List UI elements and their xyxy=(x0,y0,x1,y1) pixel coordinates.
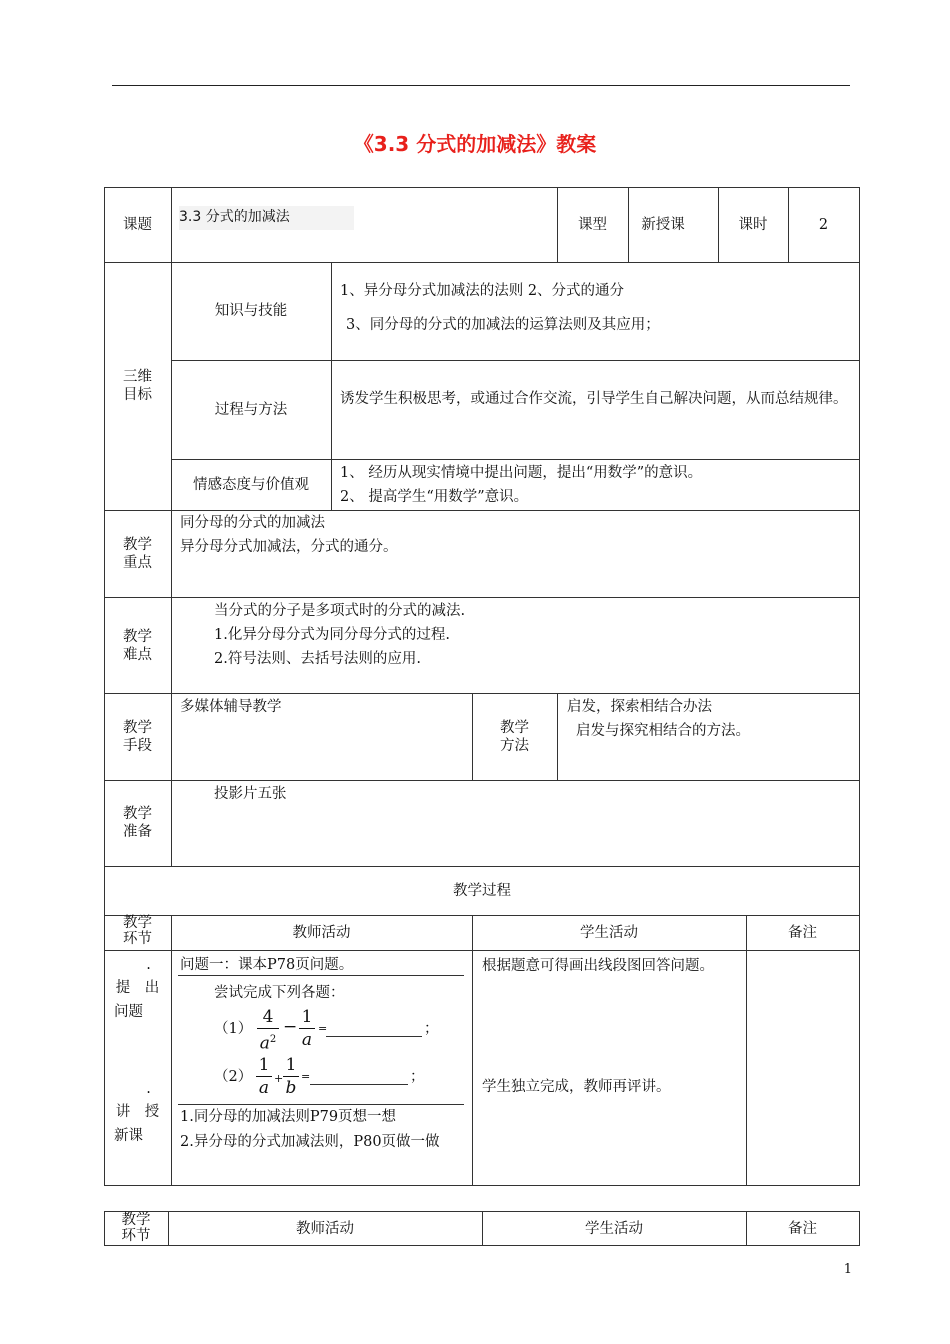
label-process-method: 过程与方法 xyxy=(214,401,288,418)
ex1-a-numerator: 4 xyxy=(262,1007,274,1027)
label-means xyxy=(104,719,171,755)
col-stage-line1: 教学 xyxy=(123,915,152,931)
ex1-b-numerator: 1 xyxy=(301,1007,313,1027)
prep-label-line1: 教学 xyxy=(123,806,152,822)
process-text: 诱发学生积极思考，或通过合作交流，引导学生自己解决问题，从而总结规律。 xyxy=(340,391,848,407)
col2-teacher: 教师活动 xyxy=(296,1220,354,1237)
ex1-operator: − xyxy=(283,1017,298,1037)
col-note: 备注 xyxy=(788,924,817,941)
method-line1: 启发，探索相结合办法 xyxy=(567,699,712,715)
page-number: 1 xyxy=(843,1262,852,1277)
label-method xyxy=(472,719,557,755)
difficulty-line3: 2.符号法则、去括号法则的应用. xyxy=(214,651,421,667)
ex1-fraction-b xyxy=(299,1007,315,1050)
ex1-equals: = xyxy=(318,1022,328,1035)
focus-label-line1: 教学 xyxy=(123,537,152,553)
ex1-answer-blank[interactable] xyxy=(326,1022,422,1037)
document-title: 《3.3 分式的加减法》教案 xyxy=(353,132,597,156)
focus-line2: 异分母分式加减法，分式的通分。 xyxy=(180,539,398,555)
ex1-number: （1） xyxy=(214,1021,253,1037)
student-activity-1: 根据题意可得画出线段图回答问题。 xyxy=(482,958,714,974)
focus-label-line2: 重点 xyxy=(123,555,152,571)
means-label-line2: 手段 xyxy=(123,738,152,754)
ex2-b-denominator: b xyxy=(285,1078,297,1098)
teacher-question1: 问题一：课本P78页问题。 xyxy=(180,957,354,973)
label-difficulty xyxy=(104,628,171,664)
goals-label-line2: 目标 xyxy=(123,387,152,403)
ex2-a-numerator: 1 xyxy=(258,1055,270,1075)
ex1-fraction-a xyxy=(257,1007,279,1054)
col2-note: 备注 xyxy=(788,1220,817,1237)
col2-stage xyxy=(104,1212,168,1244)
col-student: 学生活动 xyxy=(580,924,638,941)
student-activity-2: 学生独立完成，教师再评讲。 xyxy=(482,1079,671,1095)
ex2-answer-blank[interactable] xyxy=(310,1070,408,1085)
label-knowledge-skills: 知识与技能 xyxy=(214,303,288,319)
ex1-b-denominator: a xyxy=(301,1030,313,1050)
label-focus xyxy=(104,536,171,572)
label-lesson-type: 课型 xyxy=(578,217,607,233)
ex2-equals: = xyxy=(301,1070,311,1083)
teacher-rule2: 2.异分母的分式加减法则，P80页做一做 xyxy=(180,1134,440,1150)
method-label-line1: 教学 xyxy=(500,720,529,736)
ex2-fraction-a xyxy=(256,1055,272,1098)
focus-line1: 同分母的分式的加减法 xyxy=(180,515,325,531)
stage-propose-line2: 问题 xyxy=(114,1004,143,1020)
knowledge-line1: 1、异分母分式加减法的法则 2、分式的通分 xyxy=(340,283,625,299)
ex2-fraction-b xyxy=(283,1055,299,1098)
means-label-line1: 教学 xyxy=(123,720,152,736)
ex2-end: ； xyxy=(410,1069,425,1085)
ex1-end: ； xyxy=(424,1021,439,1037)
method-label-line2: 方法 xyxy=(500,738,529,754)
stage-propose-line1: 提 出 xyxy=(115,980,160,996)
difficulty-line1: 当分式的分子是多项式时的分式的减法. xyxy=(214,603,466,619)
label-goals xyxy=(104,368,171,404)
process-header: 教学过程 xyxy=(453,882,511,899)
ex2-operator: + xyxy=(274,1072,284,1085)
stage-teach xyxy=(104,1078,171,1148)
difficulty-label-line2: 难点 xyxy=(123,647,152,663)
header-rule xyxy=(112,85,850,86)
hours-value: 2 xyxy=(818,217,829,233)
ex2-number: （2） xyxy=(214,1069,253,1085)
ex2-a-denominator: a xyxy=(258,1078,270,1098)
stage-teach-dot: . xyxy=(146,1081,151,1097)
goals-label-line1: 三维 xyxy=(123,369,152,385)
prep-label-line2: 准备 xyxy=(123,824,152,840)
col-teacher: 教师活动 xyxy=(292,924,351,941)
difficulty-label-line1: 教学 xyxy=(123,629,152,645)
col-stage xyxy=(104,915,171,947)
topic-value: 3.3 分式的加减法 xyxy=(179,206,354,230)
label-prep xyxy=(104,805,171,841)
prep-value: 投影片五张 xyxy=(214,786,287,802)
method-line2: 启发与探究相结合的方法。 xyxy=(576,723,750,739)
knowledge-line2: 3、同分母的分式的加减法的运算法则及其应用； xyxy=(346,317,660,333)
col2-student: 学生活动 xyxy=(585,1220,643,1237)
teacher-rule1: 1.同分母的加减法则P79页想一想 xyxy=(180,1109,397,1125)
teacher-try: 尝试完成下列各题： xyxy=(214,985,345,1001)
difficulty-line2: 1.化异分母分式为同分母分式的过程. xyxy=(214,627,450,643)
stage-propose xyxy=(104,954,171,1024)
col2-stage-line2: 环节 xyxy=(121,1228,151,1244)
emotion-line2: 2、 提高学生“用数学”意识。 xyxy=(340,489,529,505)
lesson-type-value: 新授课 xyxy=(641,217,685,233)
stage-teach-line1: 讲 授 xyxy=(115,1104,160,1120)
stage-teach-line2: 新课 xyxy=(114,1128,143,1144)
ex2-b-numerator: 1 xyxy=(285,1055,297,1075)
label-topic: 课题 xyxy=(123,217,152,233)
stage-propose-dot: . xyxy=(146,957,151,973)
col2-stage-line1: 教学 xyxy=(121,1212,151,1228)
label-hours: 课时 xyxy=(738,217,768,233)
means-value: 多媒体辅导教学 xyxy=(180,699,282,715)
emotion-line1: 1、 经历从现实情境中提出问题，提出“用数学”的意识。 xyxy=(340,465,703,481)
ex1-a-denominator: a xyxy=(259,1033,270,1054)
ex1-a-exponent: 2 xyxy=(269,1034,277,1045)
label-emotion-values: 情感态度与价值观 xyxy=(193,476,309,493)
col-stage-line2: 环节 xyxy=(123,931,152,947)
